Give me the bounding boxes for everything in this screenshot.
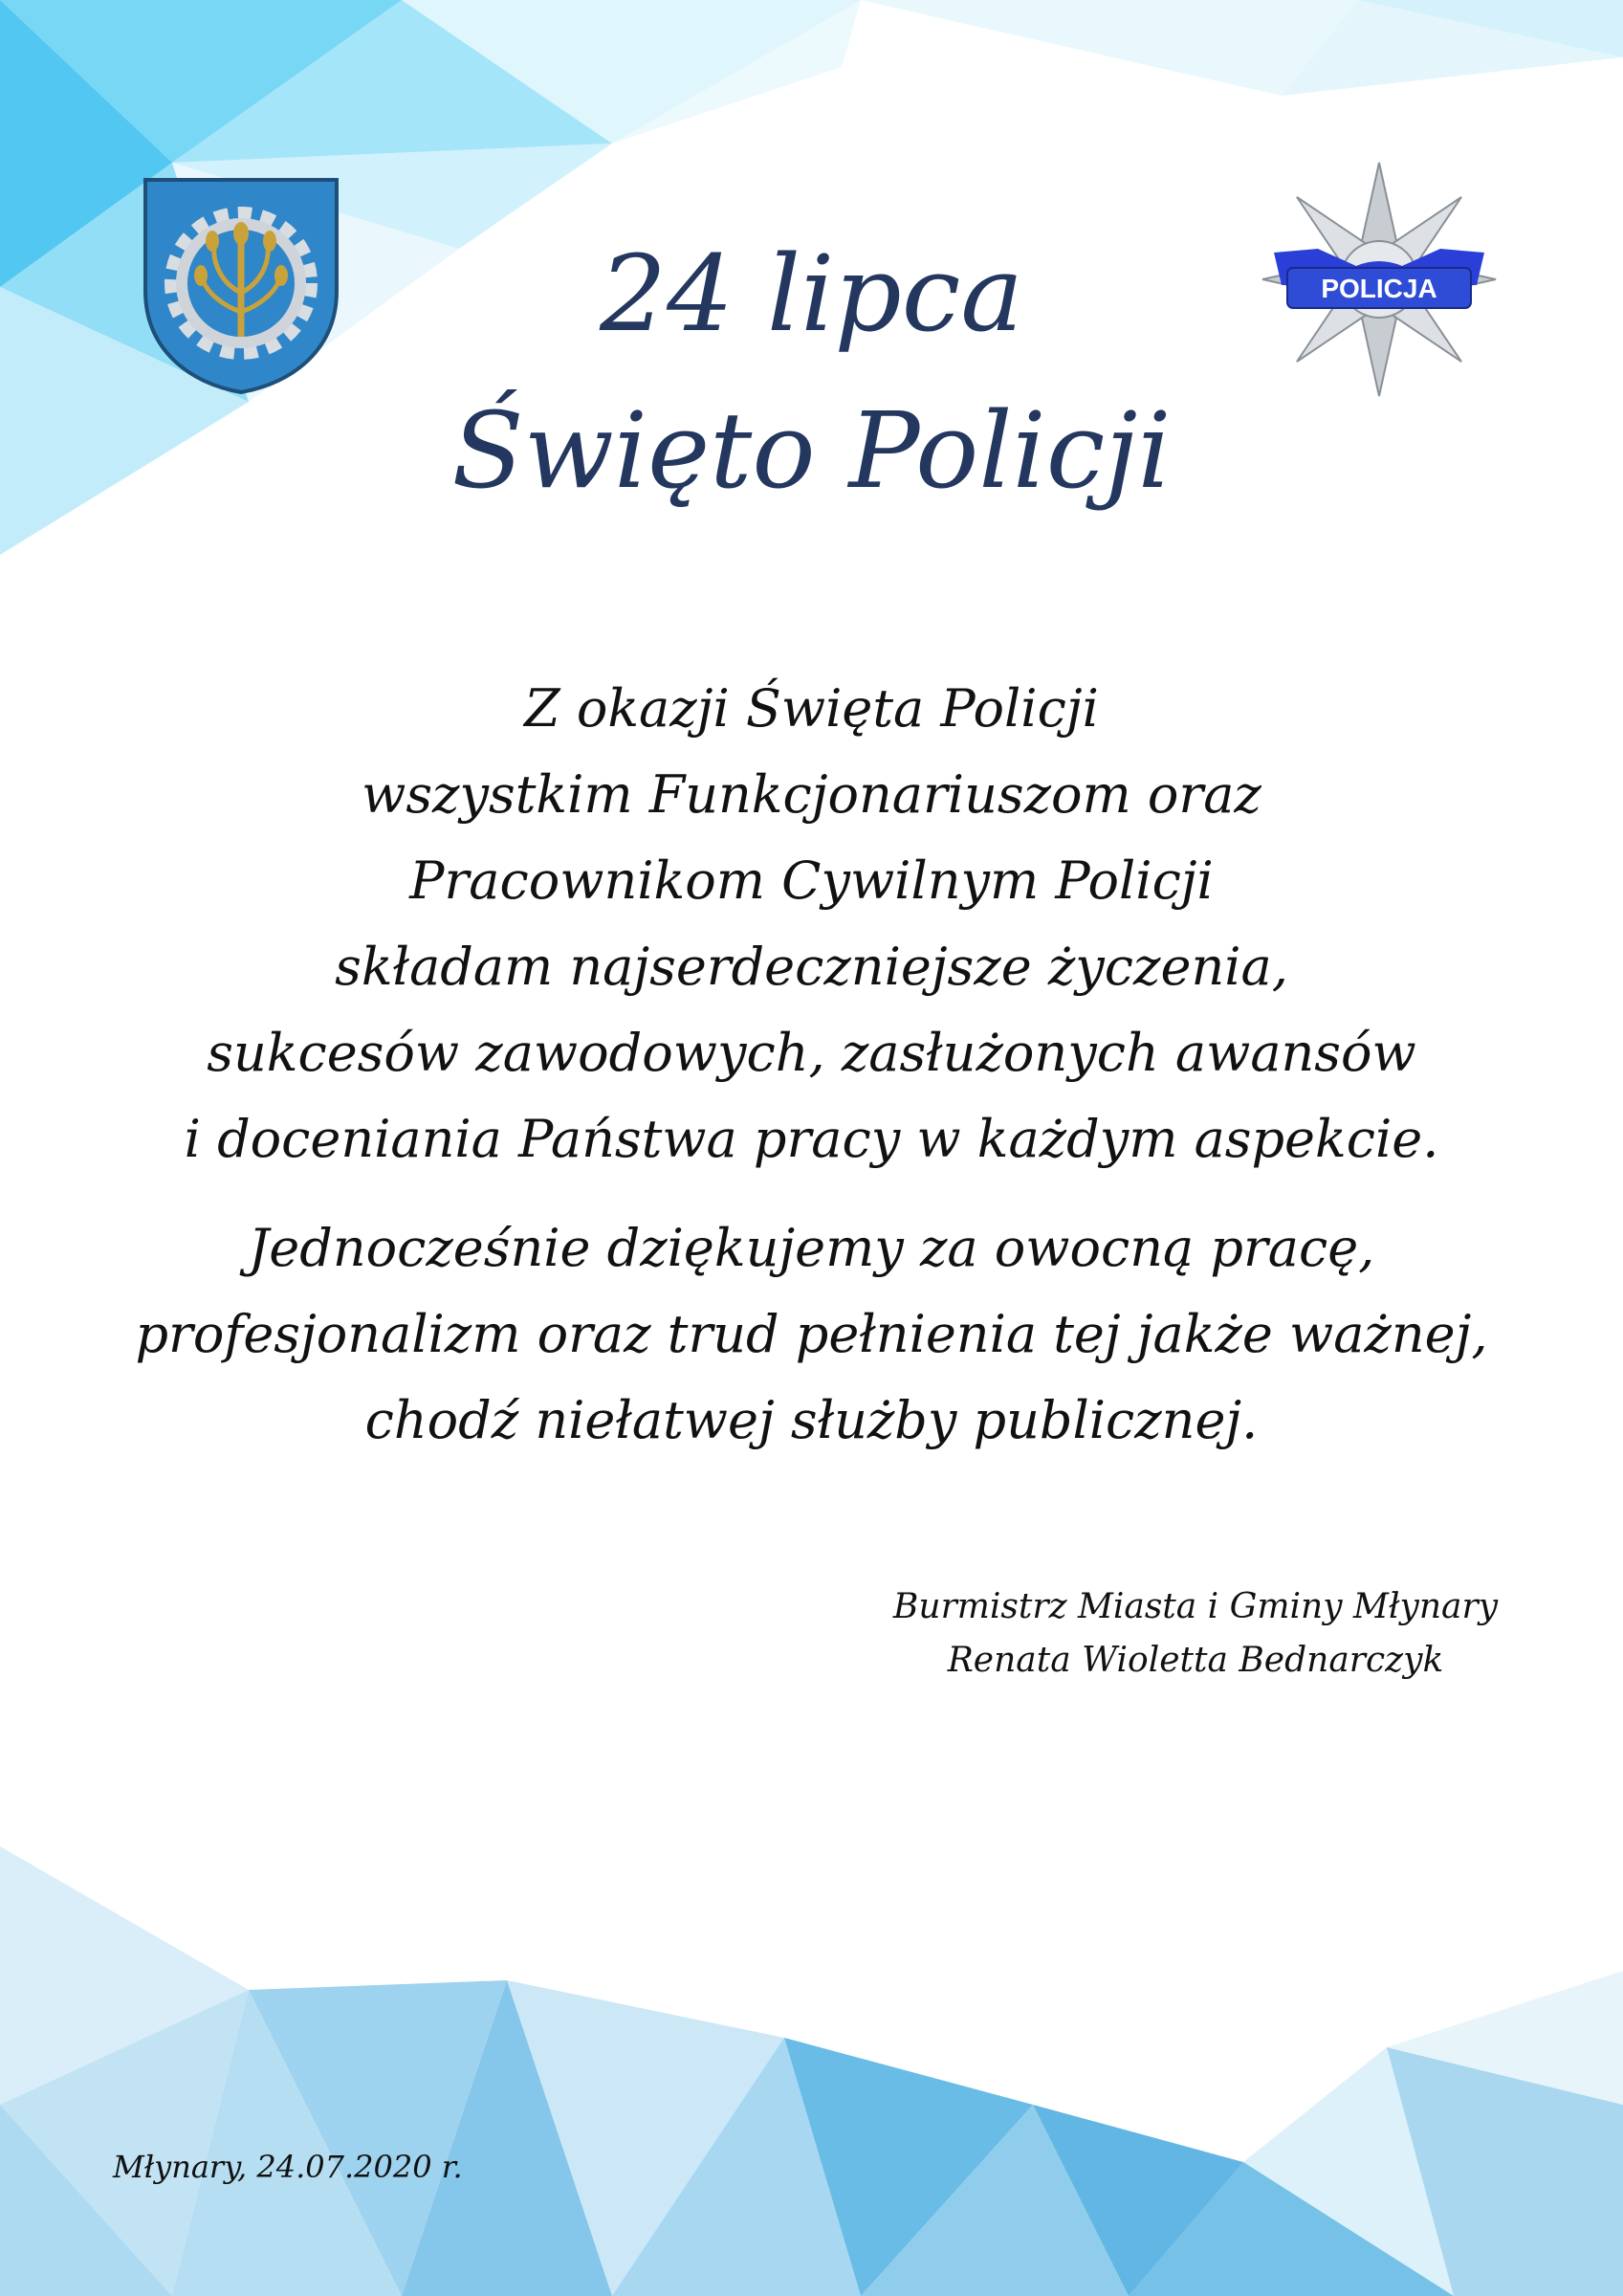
title-date: 24 lipca (600, 232, 1023, 355)
message-line: chodź niełatwej służby publicznej. (364, 1390, 1259, 1450)
message-paragraph-2 (96, 1205, 1527, 1464)
badge-label: POLICJA (1321, 274, 1437, 303)
message-line: Pracownikom Cywilnym Policji (409, 850, 1214, 911)
message-line: i doceniania Państwa pracy w każdym aspekcie. (184, 1109, 1439, 1169)
message-line: profesjonalizm oraz trud pełnienia tej jakże ważnej, (135, 1304, 1488, 1364)
signature-block (842, 1580, 1549, 1688)
title-holiday: Święto Policji (451, 389, 1172, 512)
signature-role: Burmistrz Miasta i Gminy Młynary (892, 1587, 1499, 1626)
place-date: Młynary, 24.07.2020 r. (113, 2149, 463, 2185)
message-line: Jednocześnie dziękujemy za owocną pracę, (248, 1218, 1375, 1278)
message-line: sukcesów zawodowych, zasłużonych awansów (207, 1023, 1416, 1083)
message-line: składam najserdeczniejsze życzenia, (335, 937, 1288, 997)
signature-name: Renata Wioletta Bednarczyk (947, 1641, 1444, 1680)
message-paragraph-1 (96, 666, 1527, 1182)
message-line: Z okazji Święta Policji (524, 678, 1099, 739)
message-line: wszystkim Funkcjonariuszom oraz (362, 764, 1261, 825)
